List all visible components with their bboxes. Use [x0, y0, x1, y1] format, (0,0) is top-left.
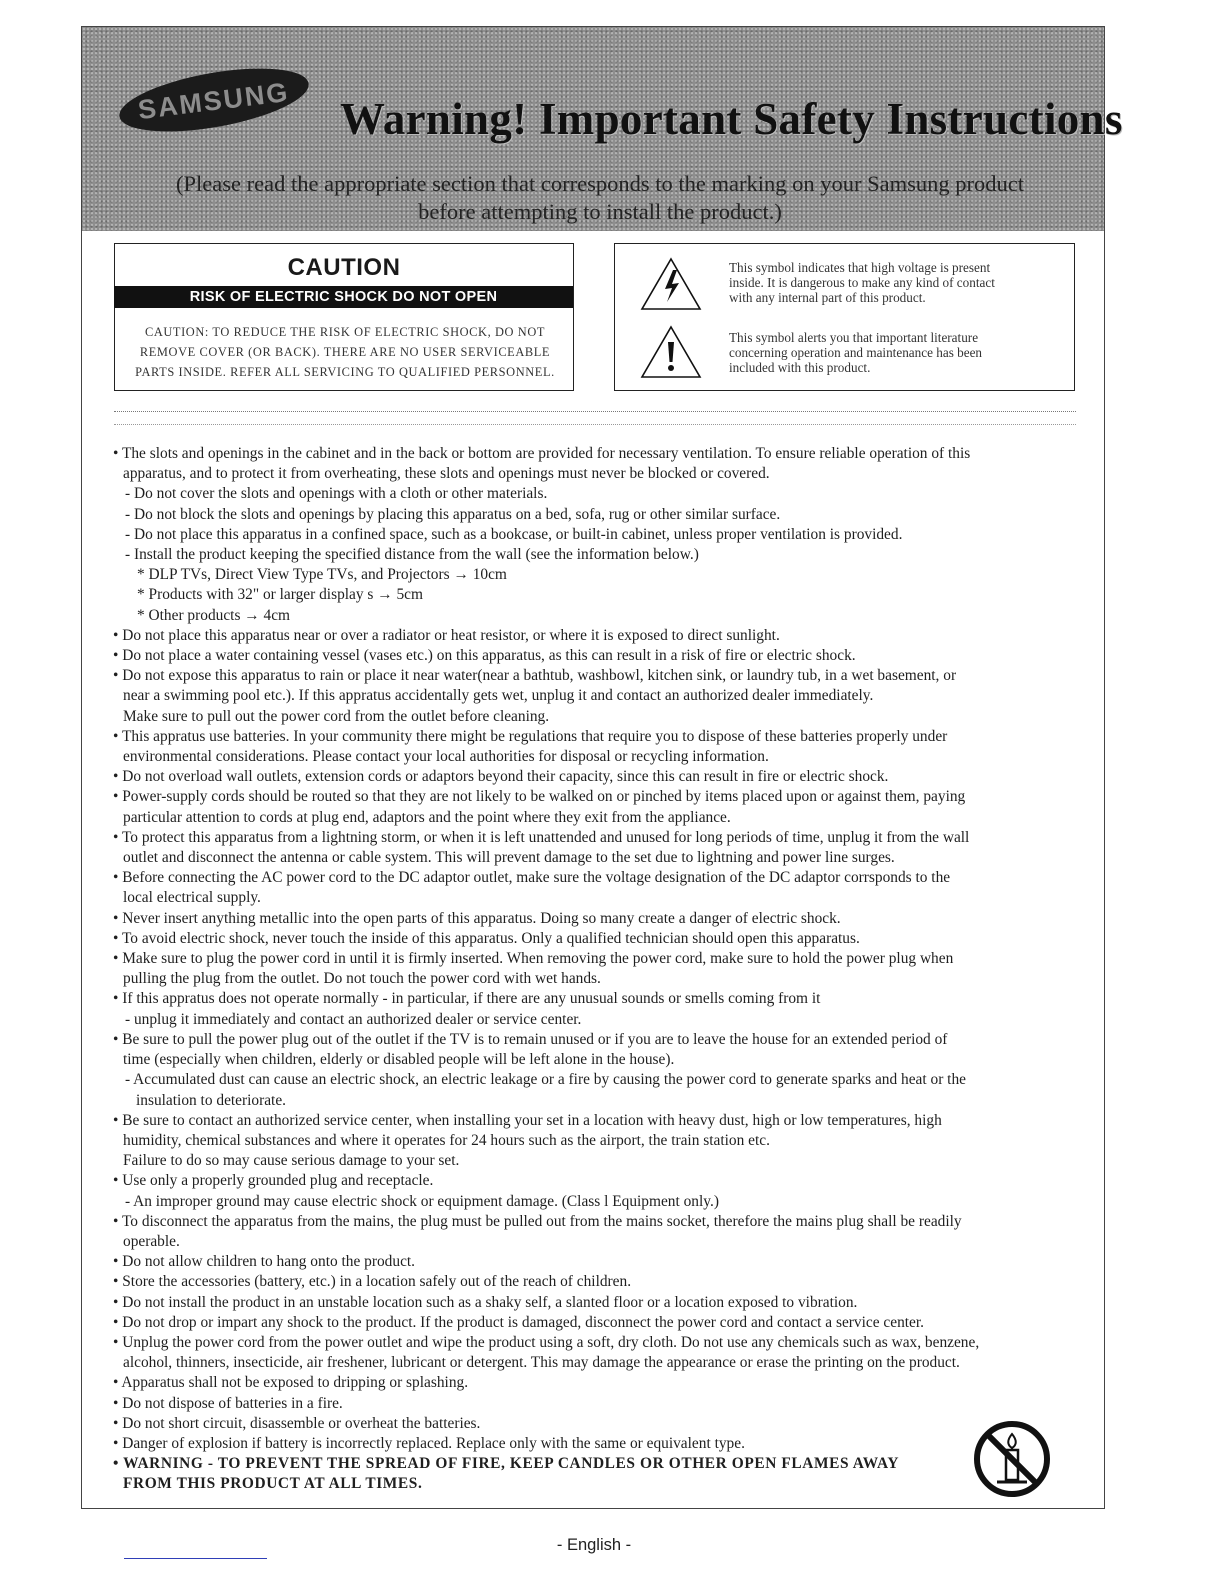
instruction-line: • Do not place this apparatus near or over a radiator or heat resistor, or where it is exposed to direct sunlight. [113, 626, 780, 644]
instruction-line: pulling the plug from the outlet. Do not touch the power cord with wet hands. [123, 970, 601, 988]
instruction-line: • Store the accessories (battery, etc.) in a location safely out of the reach of children. [113, 1273, 632, 1291]
voltage-text-line: with any internal part of this product. [729, 290, 926, 305]
instruction-line: • Do not place a water containing vessel (vases etc.) on this apparatus, as this can result in a risk of fire or electric shock. [113, 647, 856, 665]
fire-warning-line: FROM THIS PRODUCT AT ALL TIMES. [123, 1475, 423, 1493]
instruction-line: - Do not cover the slots and openings with a cloth or other materials. [125, 485, 548, 503]
instruction-line: - unplug it immediately and contact an authorized dealer or service center. [125, 1010, 582, 1028]
instruction-line: • To avoid electric shock, never touch the inside of this apparatus. Only a qualified technician should open this apparatus. [113, 929, 860, 947]
no-open-flame-icon [973, 1420, 1051, 1498]
instruction-line: • To disconnect the apparatus from the mains, the plug must be pulled out from the mains socket, therefore the mains plug shall be readily [113, 1212, 962, 1230]
instruction-line: humidity, chemical substances and where it operates for 24 hours such as the airport, the train station etc. [123, 1131, 770, 1149]
instruction-line: - Do not place this apparatus in a confined space, such as a bookcase, or built-in cabinet, unless proper ventilation is provided. [125, 525, 903, 543]
fire-warning-line: • WARNING - TO PREVENT THE SPREAD OF FIRE, KEEP CANDLES OR OTHER OPEN FLAMES AWAY [113, 1455, 900, 1473]
instruction-line: • Do not dispose of batteries in a fire. [113, 1394, 343, 1412]
instruction-line: insulation to deteriorate. [136, 1091, 287, 1109]
caution-text-line: PARTS INSIDE. REFER ALL SERVICING TO QUALIFIED PERSONNEL. [135, 365, 555, 379]
instruction-line: • Do not drop or impart any shock to the product. If the product is damaged, disconnect the power cord and contact a service center. [113, 1313, 924, 1331]
caution-title: CAUTION [287, 254, 401, 281]
instruction-line: environmental considerations. Please contact your local authorities for disposal or recycling information. [123, 748, 769, 766]
instruction-line: Failure to do so may cause serious damage to your set. [123, 1152, 460, 1170]
caution-text-line: REMOVE COVER (OR BACK). THERE ARE NO USER SERVICEABLE [139, 345, 551, 359]
instruction-line: • Do not short circuit, disassemble or overheat the batteries. [113, 1414, 481, 1432]
exclamation-warning-icon [639, 324, 703, 380]
instruction-line: • Be sure to pull the power plug out of the outlet if the TV is to remain unused or if you are to leave the house for an extended period of [113, 1030, 948, 1048]
instruction-line: • Unplug the power cord from the power outlet and wipe the product using a soft, dry cloth. Do not use any chemicals such as wax, benzene, [113, 1333, 980, 1351]
samsung-logo [116, 64, 316, 132]
instruction-line: Make sure to pull out the power cord from the outlet before cleaning. [123, 707, 550, 725]
instruction-line: • The slots and openings in the cabinet and in the back or bottom are provided for necessary ventilation. To ensure reliable operation of this [113, 445, 971, 462]
instruction-line: • Danger of explosion if battery is incorrectly replaced. Replace only with the same or equivalent type. [113, 1434, 745, 1452]
instruction-line: * Other products → 4cm [137, 606, 291, 624]
logo-text: SAMSUNG [136, 76, 291, 126]
instruction-line: alcohol, thinners, insecticide, air freshener, lubricant or detergent. This may damage the appearance or erase the printing on the product. [123, 1354, 960, 1372]
instruction-line: outlet and disconnect the antenna or cable system. This will prevent damage to the set due to lightning and power line surges. [123, 849, 895, 867]
page-subtitle [100, 170, 1100, 226]
symbol-legend [614, 243, 1075, 391]
caution-text [119, 322, 571, 382]
instruction-line: operable. [123, 1232, 180, 1250]
instruction-line: time (especially when children, elderly or disabled people will be left alone in the house). [123, 1051, 675, 1069]
lightning-warning-icon [639, 256, 703, 312]
caution-text-line: CAUTION: TO REDUCE THE RISK OF ELECTRIC SHOCK, DO NOT [144, 325, 546, 339]
literature-text-line: This symbol alerts you that important literature [729, 330, 979, 345]
instruction-line: near a swimming pool etc.). If this appratus accidentally gets wet, unplug it and contact an authorized dealer immediately. [123, 687, 874, 705]
instruction-line: * Products with 32" or larger display s → 5cm [137, 586, 423, 604]
instruction-line: • Do not overload wall outlets, extension cords or adaptors beyond their capacity, since this can result in fire or electric shock. [113, 768, 889, 786]
instructions-lines [113, 444, 1073, 1454]
instruction-line: - Install the product keeping the specified distance from the wall (see the information below.) [125, 546, 699, 564]
instruction-line: • Apparatus shall not be exposed to dripping or splashing. [113, 1374, 469, 1392]
subtitle-line-2: before attempting to install the product.) [418, 199, 782, 224]
instruction-line: • If this appratus does not operate normally - in particular, if there are any unusual sounds or smells coming from it [113, 990, 821, 1008]
literature-symbol-text [729, 330, 1049, 375]
voltage-text-line: This symbol indicates that high voltage is present [729, 260, 991, 275]
instruction-line: • Do not allow children to hang onto the product. [113, 1253, 416, 1271]
instruction-line: • Make sure to plug the power cord in until it is firmly inserted. When removing the power cord, make sure to hold the power plug when [113, 950, 954, 968]
caution-warning-bar: RISK OF ELECTRIC SHOCK DO NOT OPEN [114, 286, 573, 308]
literature-text-line: concerning operation and maintenance has been [729, 345, 983, 360]
instruction-line: • This appratus use batteries. In your community there might be regulations that require you to dispose of these batteries properly under [113, 727, 948, 745]
instruction-line: apparatus, and to protect it from overheating, these slots and openings must never be blocked or covered. [123, 465, 770, 483]
voltage-symbol-text [729, 260, 1049, 305]
instruction-line: - Do not block the slots and openings by placing this apparatus on a bed, sofa, rug or other similar surface. [125, 505, 781, 523]
instruction-line: particular attention to cords at plug end, adaptors and the point where they exit from the appliance. [123, 808, 731, 826]
instruction-line: * DLP TVs, Direct View Type TVs, and Projectors → 10cm [137, 566, 507, 584]
page-footer: - English - [556, 1536, 632, 1554]
instruction-line: - Accumulated dust can cause an electric shock, an electric leakage or a fire by causing the power cord to generate sparks and heat or the [125, 1071, 966, 1089]
literature-text-line: included with this product. [729, 360, 871, 375]
footer-underline [124, 1558, 267, 1559]
instruction-line: • Power-supply cords should be routed so that they are not likely to be walked on or pinched by items placed upon or against them, paying [113, 788, 966, 806]
instruction-line: • To protect this apparatus from a lightning storm, or when it is left unattended and unused for long periods of time, unplug it from the wall [113, 828, 970, 846]
instruction-line: • Be sure to contact an authorized service center, when installing your set in a location with heavy dust, high or low temperatures, high [113, 1111, 942, 1129]
instructions-list [113, 444, 1073, 1495]
section-divider [114, 411, 1076, 425]
caution-label [114, 243, 574, 391]
voltage-text-line: inside. It is dangerous to make any kind of contact [729, 275, 995, 290]
subtitle-line-1: (Please read the appropriate section that corresponds to the marking on your Samsung product [176, 171, 1024, 196]
instruction-line: local electrical supply. [123, 889, 261, 907]
instruction-line: • Never insert anything metallic into the open parts of this apparatus. Doing so many create a danger of electric shock. [113, 909, 841, 927]
instruction-line: - An improper ground may cause electric shock or equipment damage. (Class l Equipment only.) [125, 1192, 719, 1210]
page-title: Warning! Important Safety Instructions [340, 94, 1123, 144]
instruction-line: • Do not install the product in an unstable location such as a shaky self, a slanted floor or a location exposed to vibration. [113, 1293, 858, 1311]
instruction-line: • Before connecting the AC power cord to the DC adaptor outlet, make sure the voltage designation of the DC adaptor corrsponds to the [113, 869, 951, 887]
instruction-line: • Do not expose this apparatus to rain or place it near water(near a bathtub, washbowl, kitchen sink, or laundry tub, in a wet basement, or [113, 667, 957, 685]
instruction-line: • Use only a properly grounded plug and receptacle. [113, 1172, 434, 1190]
